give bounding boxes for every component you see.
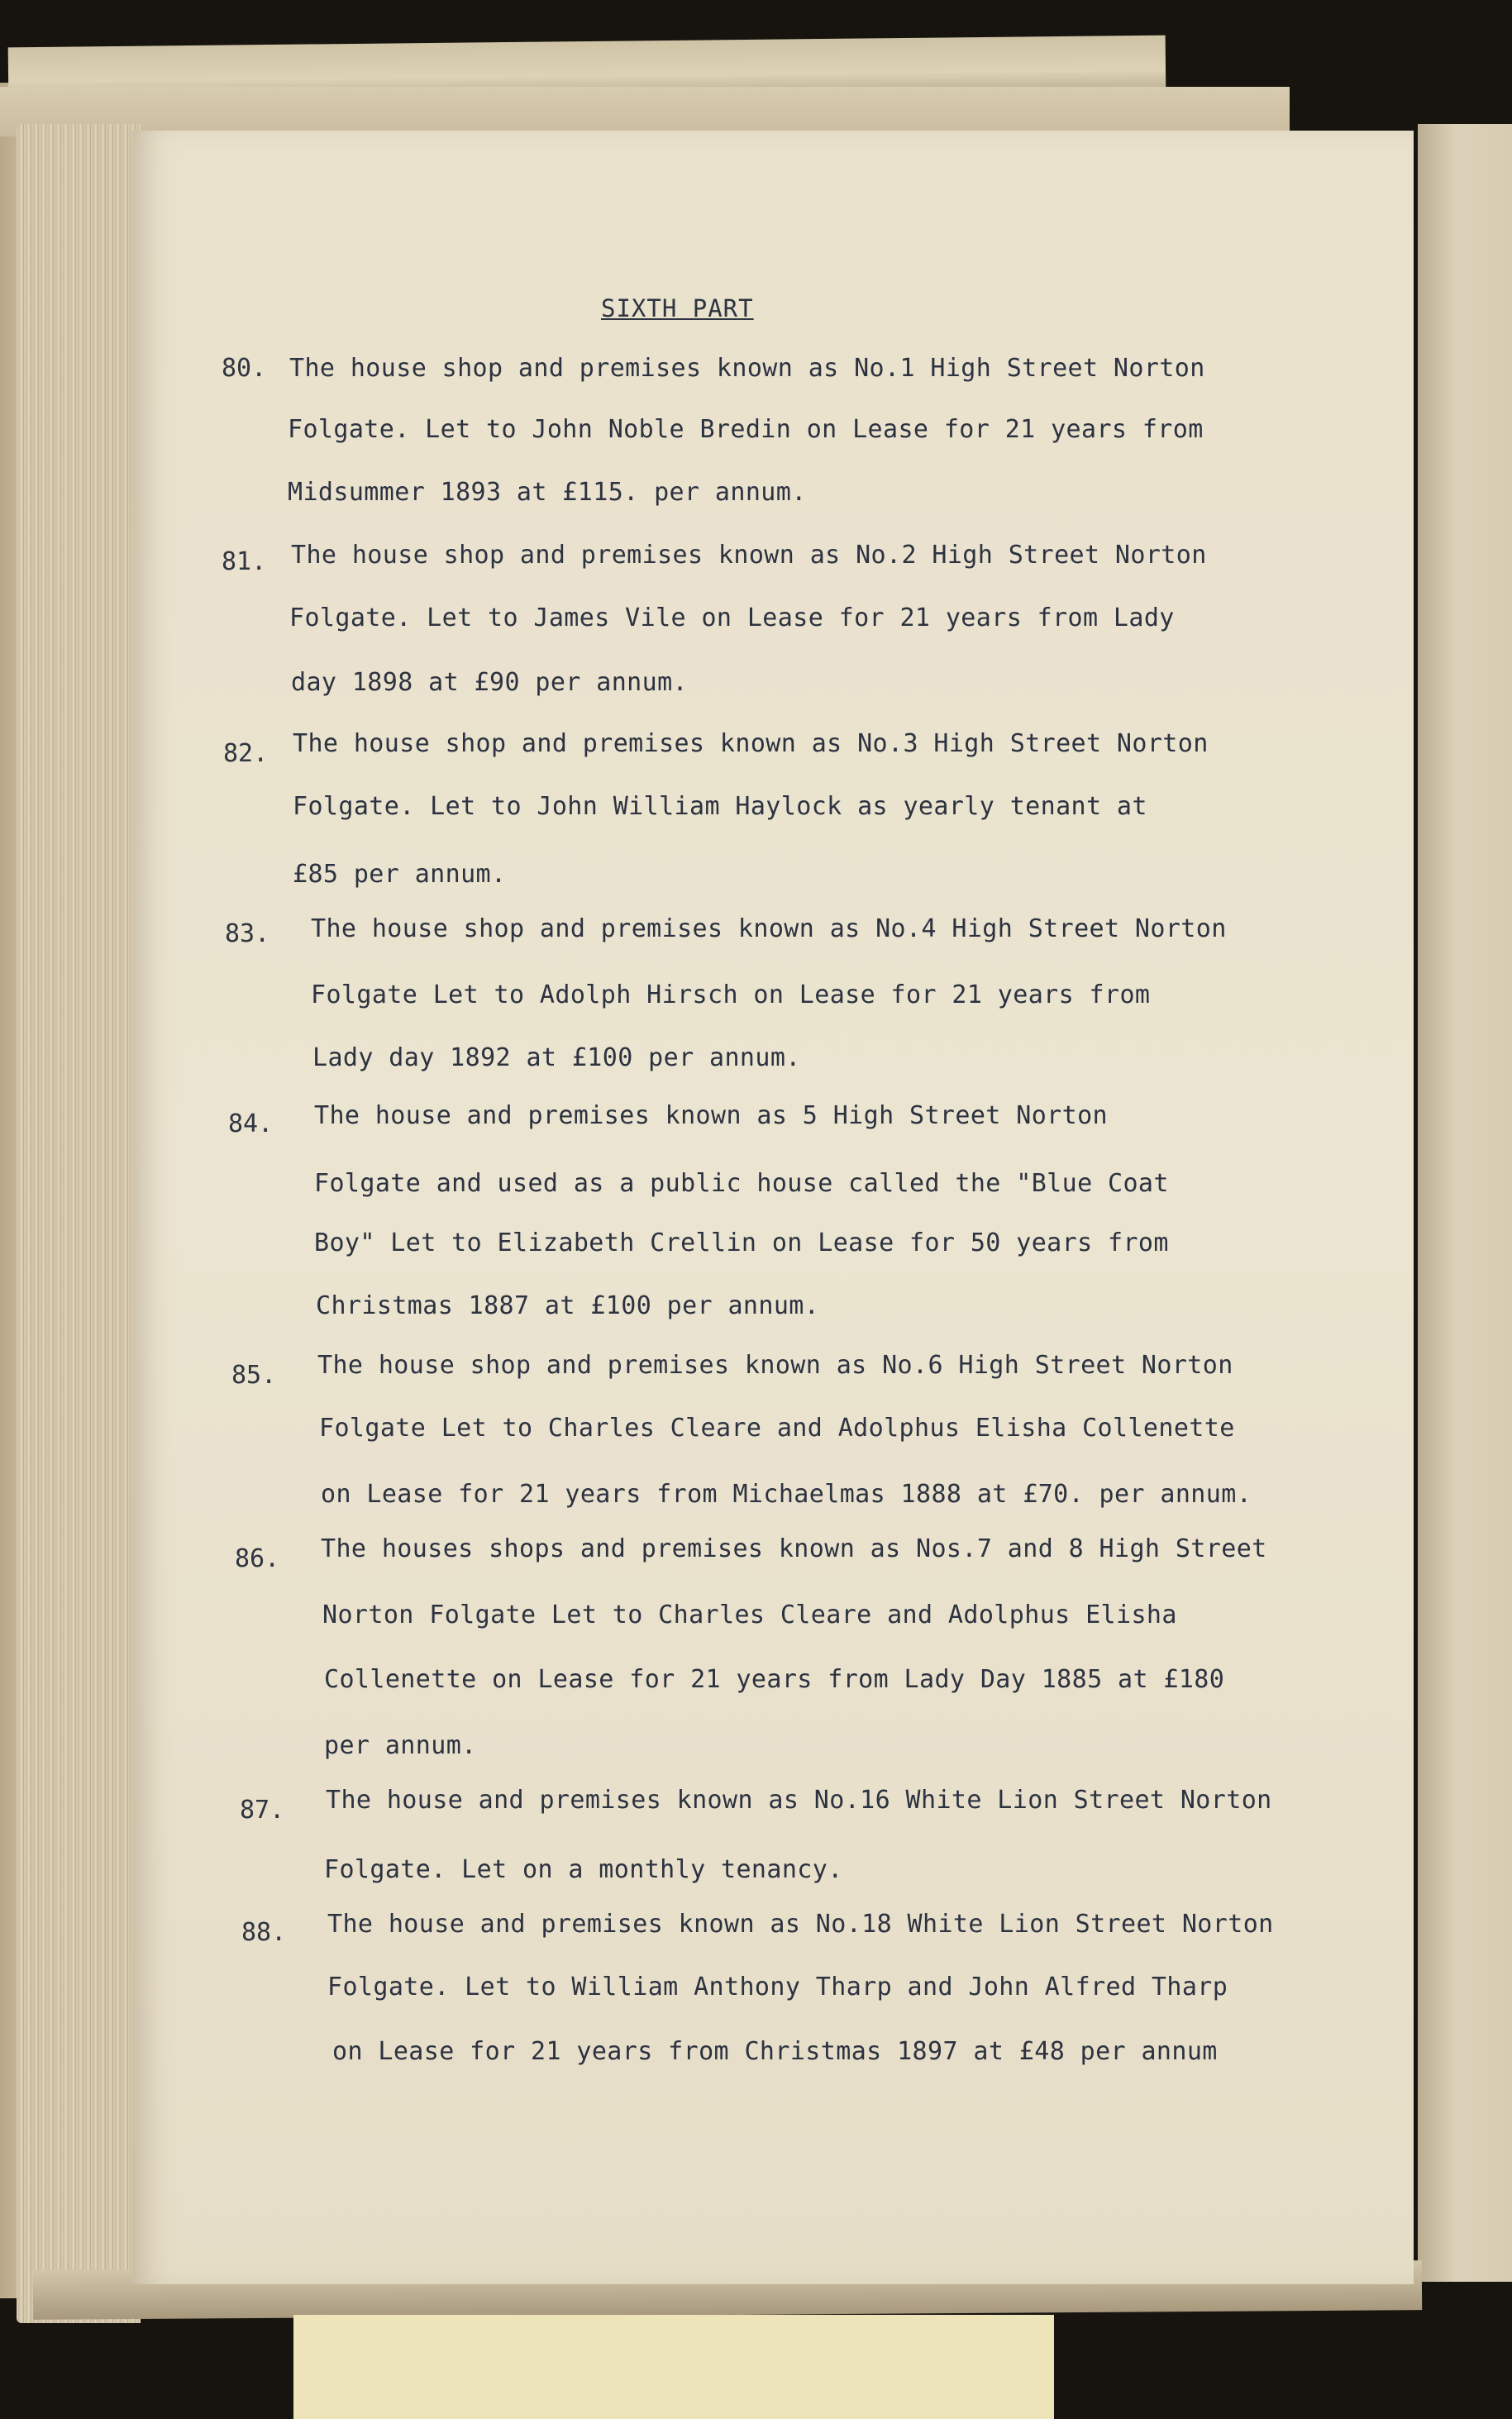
entry-line: The house and premises known as 5 High Street Norton bbox=[314, 1101, 1108, 1130]
entry-line: Lady day 1892 at £100 per annum. bbox=[312, 1043, 801, 1072]
entry-line: The house shop and premises known as No.3 High Street Norton bbox=[293, 729, 1209, 758]
entry-line: Folgate. Let to James Vile on Lease for 21 years from Lady bbox=[289, 604, 1175, 632]
entry-line: Folgate and used as a public house called the "Blue Coat bbox=[314, 1169, 1169, 1198]
entry-line: The house and premises known as No.16 White Lion Street Norton bbox=[326, 1786, 1272, 1815]
entry-line: day 1898 at £90 per annum. bbox=[291, 668, 688, 697]
entry-line: per annum. bbox=[324, 1731, 477, 1760]
entry-number: 80. bbox=[222, 354, 267, 383]
entry-line: Folgate. Let to John William Haylock as yearly tenant at bbox=[293, 792, 1147, 821]
entry-line: Collenette on Lease for 21 years from Lady Day 1885 at £180 bbox=[324, 1665, 1225, 1694]
entry-line: The house shop and premises known as No.4 High Street Norton bbox=[311, 914, 1227, 943]
entry-line: The houses shops and premises known as Nos.7 and 8 High Street bbox=[321, 1534, 1267, 1563]
entry-line: Folgate. Let on a monthly tenancy. bbox=[324, 1855, 843, 1884]
entry-line: Folgate. Let to William Anthony Tharp and John Alfred Tharp bbox=[327, 1973, 1228, 2002]
entry-number: 86. bbox=[235, 1544, 280, 1573]
entry-line: on Lease for 21 years from Michaelmas 1888 at £70. per annum. bbox=[321, 1480, 1252, 1509]
entry-line: on Lease for 21 years from Christmas 1897 at £48 per annum bbox=[332, 2037, 1218, 2066]
entry-line: The house shop and premises known as No.2 High Street Norton bbox=[291, 541, 1207, 570]
entry-line: Boy" Let to Elizabeth Crellin on Lease for 50 years from bbox=[314, 1229, 1169, 1257]
entry-line: Midsummer 1893 at £115. per annum. bbox=[288, 478, 807, 507]
section-heading: SIXTH PART bbox=[601, 294, 754, 322]
entry-line: £85 per annum. bbox=[293, 860, 507, 889]
entry-line: Folgate Let to Adolph Hirsch on Lease for 21 years from bbox=[311, 980, 1151, 1009]
entry-line: Christmas 1887 at £100 per annum. bbox=[316, 1291, 820, 1320]
entry-line: Folgate. Let to John Noble Bredin on Lease for 21 years from bbox=[288, 415, 1204, 444]
entry-line: The house shop and premises known as No.1 High Street Norton bbox=[289, 354, 1205, 383]
entry-number: 84. bbox=[228, 1109, 274, 1138]
entry-number: 87. bbox=[240, 1796, 285, 1825]
entry-line: The house shop and premises known as No.6 High Street Norton bbox=[317, 1351, 1233, 1380]
entry-line: The house and premises known as No.18 White Lion Street Norton bbox=[327, 1910, 1274, 1939]
entry-line: Folgate Let to Charles Cleare and Adolphus Elisha Collenette bbox=[319, 1414, 1235, 1443]
entry-number: 82. bbox=[223, 739, 269, 768]
entry-number: 81. bbox=[222, 547, 267, 576]
entry-number: 85. bbox=[231, 1361, 277, 1390]
entry-line: Norton Folgate Let to Charles Cleare and Adolphus Elisha bbox=[322, 1601, 1177, 1629]
entry-number: 88. bbox=[241, 1918, 287, 1947]
entry-number: 83. bbox=[225, 919, 270, 948]
